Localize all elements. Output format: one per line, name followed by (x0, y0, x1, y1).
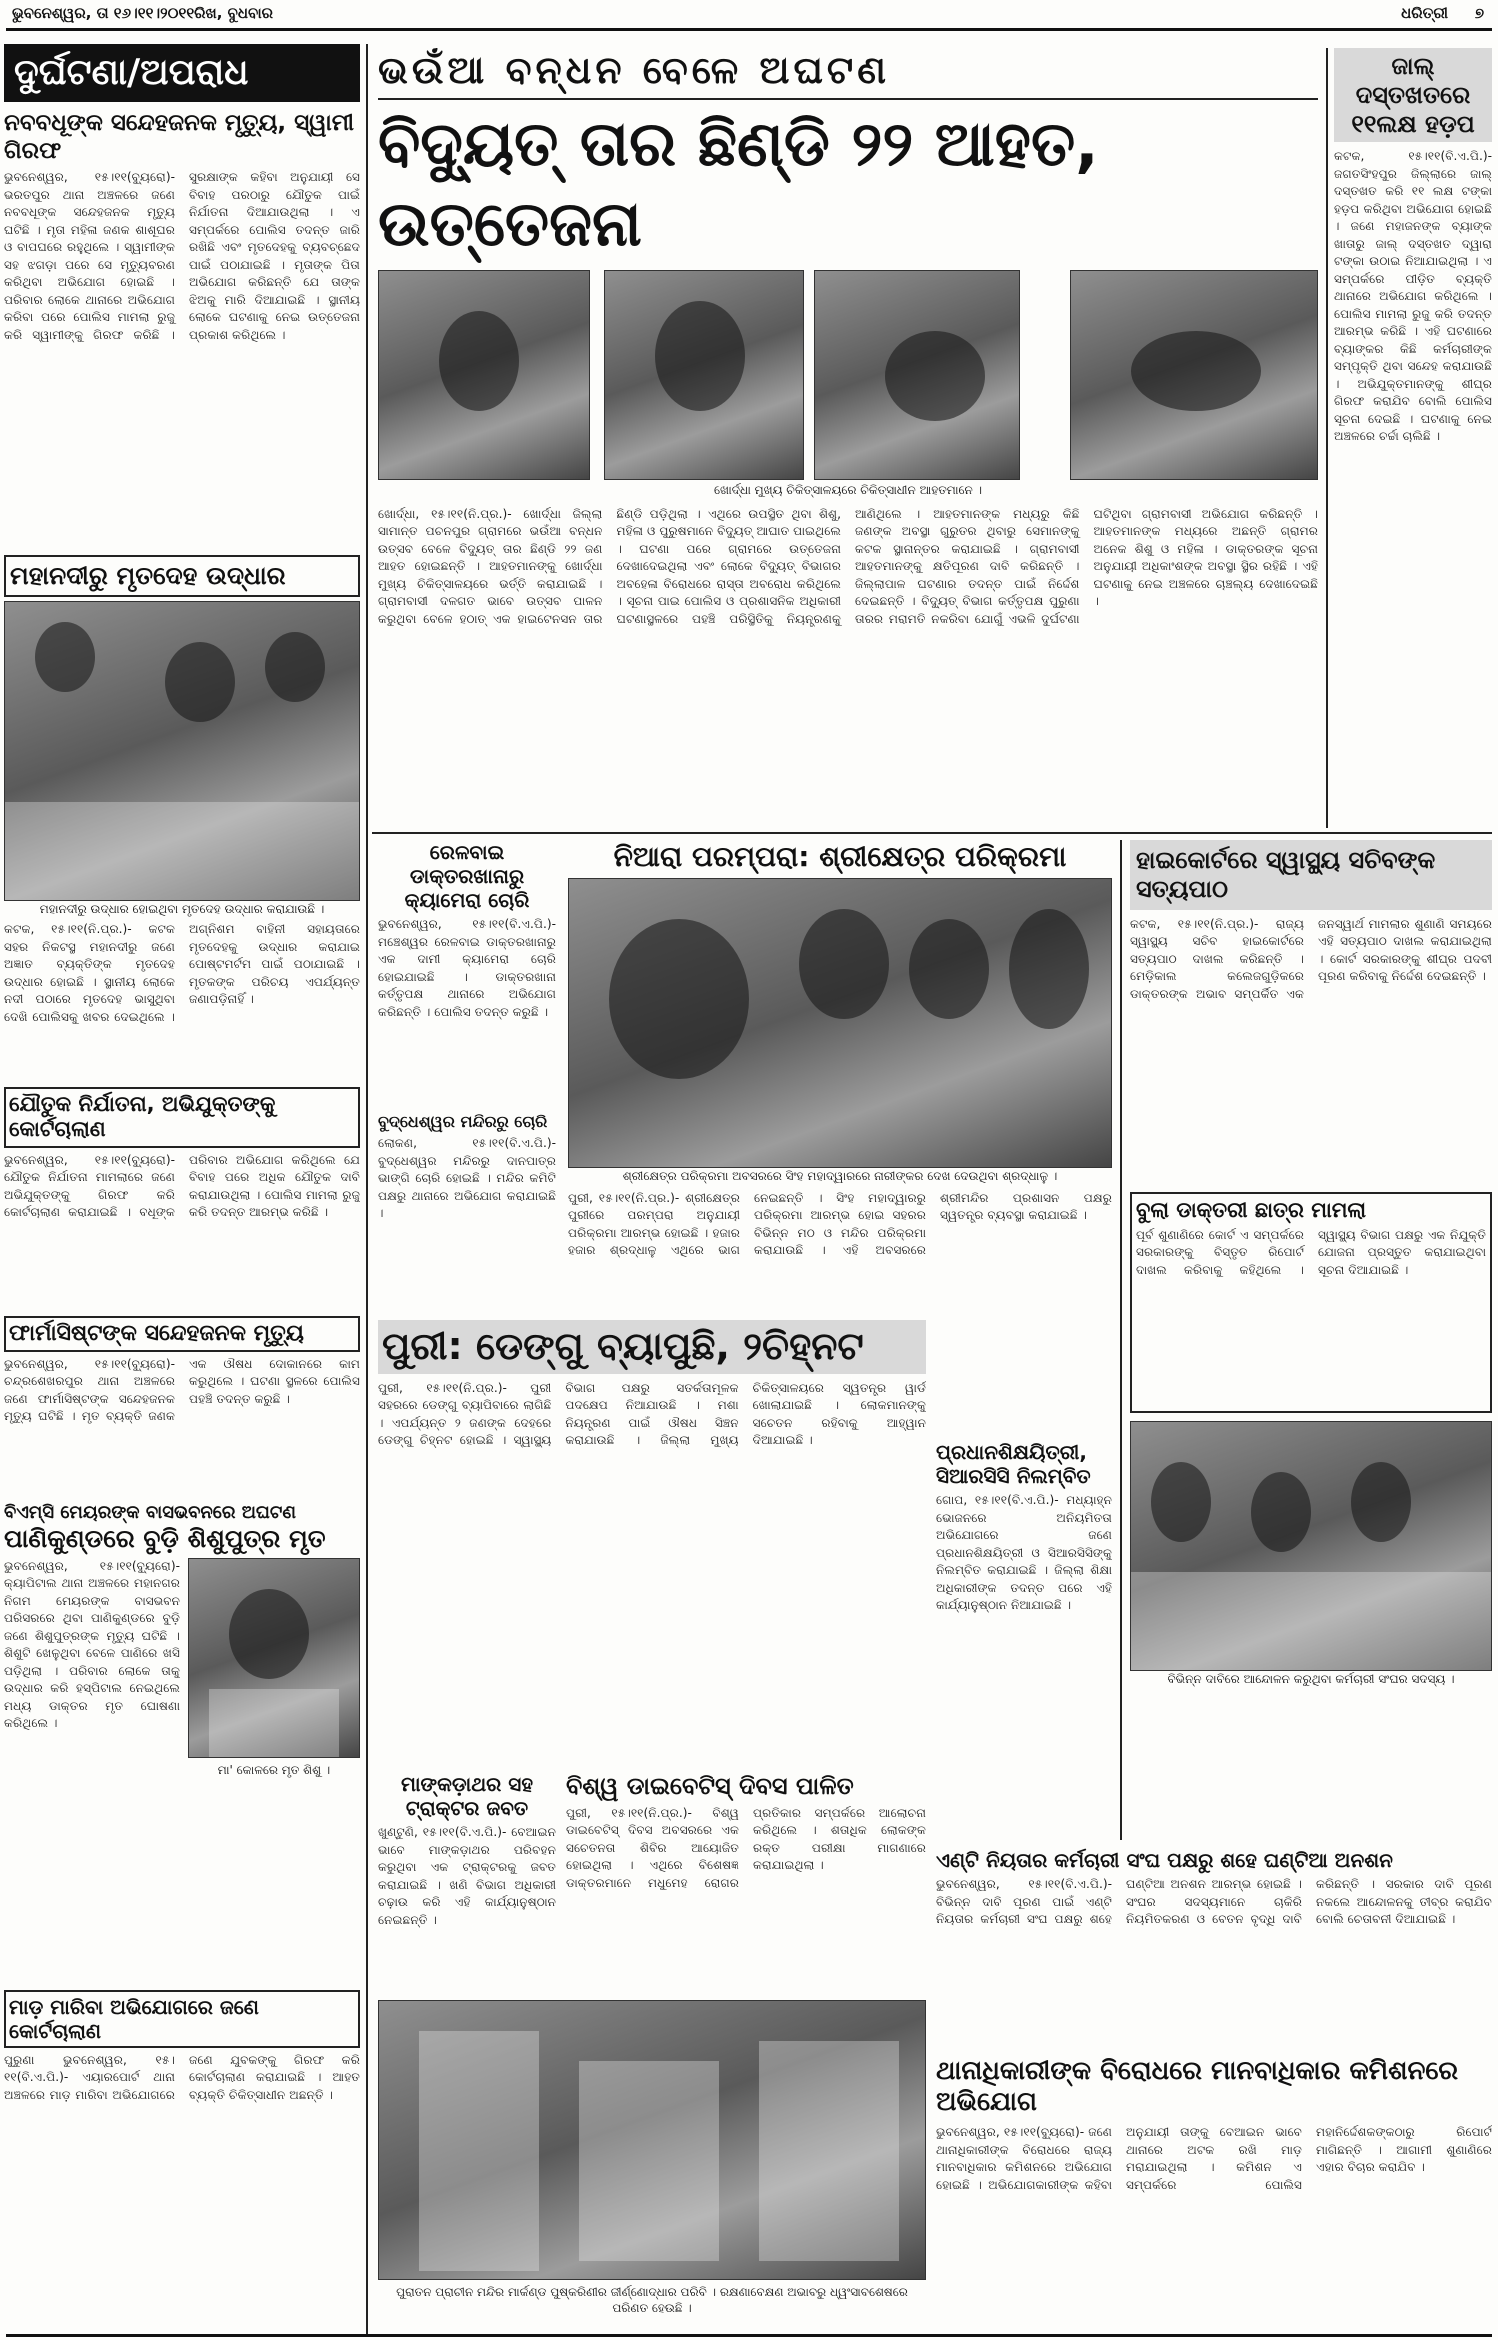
pilgrimage-headline: ନିଆରା ପରମ୍ପରା: ଶ୍ରୀକ୍ଷେତ୍ର ପରିକ୍ରମା (613, 840, 1067, 873)
left-column-rule (366, 44, 368, 2334)
lead-headline: ବିଦ୍ୟୁତ୍ ତାର ଛିଣ୍ଡି ୨୨ ଆହତ, ଉତ୍ତେଜନା (378, 106, 1099, 260)
protest-caption: ବିଭିନ୍ନ ଦାବିରେ ଆନ୍ଦୋଳନ କରୁଥିବା କର୍ମଚାରୀ ସଂଘର ସଦସ୍ୟ । (1167, 1671, 1455, 1686)
story5-body: ଭୁବନେଶ୍ୱର, ୧୫।୧୧(ବ୍ୟୁରୋ)- କ୍ୟାପିଟାଲ ଥାନା ଅଞ୍ଚଳରେ ମହାନଗର ନିଗମ ମେୟରଙ୍କ ବାସଭବନ ପରିସରରେ ଥିବା ପାଣିକୁଣ୍ଡରେ ବୁଡ଼ି ଜଣେ ଶିଶୁପୁତ୍ରଙ୍କ ମୃତ୍ୟୁ ଘଟିଛି । ଶିଶୁଟି ଖେଳୁଥିବା ବେଳେ ପାଣିରେ ଖସି ପଡ଼ିଥିଲା । ପରିବାର ଲୋକେ ତାକୁ ଉଦ୍ଧାର କରି ହସ୍ପିଟାଲ ନେଇଥିଲେ ମଧ୍ୟ ଡାକ୍ତର ମୃତ ଘୋଷଣା କରିଥିଲେ । (4, 1558, 180, 1731)
headmistress-body: ଗୋପ, ୧୫।୧୧(ବି.ଏ.ପି.)- ମଧ୍ୟାହ୍ନ ଭୋଜନରେ ଅନିୟମିତତା ଅଭିଯୋଗରେ ଜଣେ ପ୍ରଧାନଶିକ୍ଷୟିତ୍ରୀ ଓ ସିଆରସିସିଙ୍କୁ ନିଲମ୍ବିତ କରାଯାଇଛି । ଜିଲ୍ଲା ଶିକ୍ଷା ଅଧିକାରୀଙ୍କ ତଦନ୍ତ ପରେ ଏହି କାର୍ଯ୍ୟାନୁଷ୍ଠାନ ନିଆଯାଇଛି । (936, 1493, 1112, 1612)
dateline: ଭୁବନେଶ୍ୱର, ତା ୧୬।୧୧।୨୦୧୧ରିଖ, ବୁଧବାର (12, 4, 274, 22)
tractor-headline: ମାଙ୍କଡ଼ାଥର ସହ ଟ୍ରାକ୍ଟର ଜବତ (400, 1772, 534, 1820)
lead-bottom-rule (372, 832, 1492, 834)
story3-headline: ଯୌତୁକ ନିର୍ଯାତନା, ଅଭିଯୁକ୍ତଙ୍କୁ କୋର୍ଟଚାଲାଣ (9, 1092, 276, 1142)
railway-headline: ରେଳବାଇ ଡାକ୍ତରଖାନାରୁ କ୍ୟାମେରା ଚୋରି (404, 840, 530, 912)
protest-photo (1130, 1421, 1492, 1671)
hunger-strike-body: ଭୁବନେଶ୍ୱର, ୧୫।୧୧(ବି.ଏ.ପି.)- ବିଭିନ୍ନ ଦାବି ପୂରଣ ପାଇଁ ଏଣ୍ଟି ନିୟତାର କର୍ମଚାରୀ ସଂଘ ପକ୍ଷରୁ ଶହେ ଘଣ୍ଟିଆ ଅନଶନ ଆରମ୍ଭ ହୋଇଛି । ସଂଘର ସଦସ୍ୟମାନେ ଚାକିରି ନିୟମିତକରଣ ଓ ବେତନ ବୃଦ୍ଧି ଦାବି କରିଛନ୍ତି । ସରକାର ଦାବି ପୂରଣ ନକଲେ ଆନ୍ଦୋଳନକୁ ତୀବ୍ର କରାଯିବ ବୋଲି ଚେତାବନୀ ଦିଆଯାଇଛି । (936, 1877, 1492, 1926)
lead-body: ଖୋର୍ଦ୍ଧା, ୧୫।୧୧(ନି.ପ୍ର.)- ଖୋର୍ଦ୍ଧା ଜିଲ୍ଲା ସାମାନ୍ତ ପଚନପୁର ଗ୍ରାମରେ ଭଉଁଆ ବନ୍ଧନ ଉତ୍ସବ ବେଳେ ବିଦ୍ୟୁତ୍ ତାର ଛିଣ୍ଡି ୨୨ ଜଣ ଆହତ ହୋଇଛନ୍ତି । ଆହତମାନଙ୍କୁ ଖୋର୍ଦ୍ଧା ମୁଖ୍ୟ ଚିକିତ୍ସାଳୟରେ ଭର୍ତ୍ତି କରାଯାଇଛି । ଗ୍ରାମବାସୀ ଦଳଗତ ଭାବେ ଉତ୍ସବ ପାଳନ କରୁଥିବା ବେଳେ ହଠାତ୍ ଏକ ହାଇଟେନସନ ତାର ଛିଣ୍ଡି ପଡ଼ିଥିଲା । ଏଥିରେ ଉପସ୍ଥିତ ଥିବା ଶିଶୁ, ମହିଳା ଓ ପୁରୁଷମାନେ ବିଦ୍ୟୁତ୍ ଆଘାତ ପାଇଥିଲେ । ଘଟଣା ପରେ ଗ୍ରାମରେ ଉତ୍ତେଜନା ଦେଖାଦେଇଥିଲା ଏବଂ ଲୋକେ ବିଦ୍ୟୁତ୍ ବିଭାଗର ଅବହେଳା ବିରୋଧରେ ରାସ୍ତା ଅବରୋଧ କରିଥିଲେ । ସୂଚନା ପାଇ ପୋଲିସ ଓ ପ୍ରଶାସନିକ ଅଧିକାରୀ ଘଟଣାସ୍ଥଳରେ ପହଞ୍ଚି ପରିସ୍ଥିତିକୁ ନିୟନ୍ତ୍ରଣକୁ ଆଣିଥିଲେ । ଆହତମାନଙ୍କ ମଧ୍ୟରୁ କିଛି ଜଣଙ୍କ ଅବସ୍ଥା ଗୁରୁତର ଥିବାରୁ ସେମାନଙ୍କୁ କଟକ ସ୍ଥାନାନ୍ତର କରାଯାଇଛି । ଗ୍ରାମବାସୀ ଆହତମାନଙ୍କୁ କ୍ଷତିପୂରଣ ଦାବି କରିଛନ୍ତି । ଜିଲ୍ଲାପାଳ ଘଟଣାର ତଦନ୍ତ ପାଇଁ ନିର୍ଦ୍ଦେଶ ଦେଇଛନ୍ତି । ବିଦ୍ୟୁତ୍ ବିଭାଗ କର୍ତ୍ତୃପକ୍ଷ ପୁରୁଣା ତାରର ମରାମତି ନକରିବା ଯୋଗୁଁ ଏଭଳି ଦୁର୍ଘଟଣା ଘଟିଥିବା ଗ୍ରାମବାସୀ ଅଭିଯୋଗ କରିଛନ୍ତି । ଆହତମାନଙ୍କ ମଧ୍ୟରେ ଅଛନ୍ତି ଗ୍ରାମର ଅନେକ ଶିଶୁ ଓ ମହିଳା । ଡାକ୍ତରଙ୍କ ସୂଚନା ଅନୁଯାୟୀ ଅଧିକାଂଶଙ୍କ ଅବସ୍ଥା ସ୍ଥିର ରହିଛି । ଏହି ଘଟଣାକୁ ନେଇ ଅଞ୍ଚଳରେ ଚାଞ୍ଚଲ୍ୟ ଦେଖାଦେଇଛି । (378, 506, 1318, 626)
masthead-rule (6, 28, 1492, 31)
tractor-body: ଖୁଣ୍ଟୁଣି, ୧୫।୧୧(ବି.ଏ.ପି.)- ବେଆଇନ ଭାବେ ମାଙ୍କଡ଼ାଥର ପରିବହନ କରୁଥିବା ଏକ ଟ୍ରାକ୍ଟରକୁ ଜବତ କରାଯାଇଛି । ଖଣି ବିଭାଗ ଅଧିକାରୀ ଚଢ଼ାଉ କରି ଏହି କାର୍ଯ୍ୟାନୁଷ୍ଠାନ ନେଇଛନ୍ତି । (378, 1825, 556, 1927)
high-court-rule (1120, 840, 1122, 1840)
lead-kicker: ଭଉଁଆ ବନ୍ଧନ ବେଳେ ଅଘଟଣ (378, 48, 1318, 100)
diabetes-body: ପୁରୀ, ୧୫।୧୧(ନି.ପ୍ର.)- ବିଶ୍ୱ ଡାଇବେଟିସ୍ ଦିବସ ଅବସରରେ ଏକ ସଚେତନତା ଶିବିର ଆୟୋଜିତ ହୋଇଥିଲା । ଏଥିରେ ବିଶେଷଜ୍ଞ ଡାକ୍ତରମାନେ ମଧୁମେହ ରୋଗର ପ୍ରତିକାର ସମ୍ପର୍କରେ ଆଲୋଚନା କରିଥିଲେ । ଶତାଧିକ ଲୋକଙ୍କ ରକ୍ତ ପରୀକ୍ଷା ମାଗଣାରେ କରାଯାଇଥିଲା । (566, 1805, 926, 1890)
headmistress-headline: ପ୍ରଧାନଶିକ୍ଷୟିତ୍ରୀ, ସିଆରସିସି ନିଲମ୍ବିତ (936, 1440, 1091, 1488)
high-court-box (1130, 1192, 1492, 1413)
high-court-headline-box (1130, 840, 1492, 910)
dengue-headline: ପୁରୀ: ଡେଙ୍ଗୁ ବ୍ୟାପୁଛି, ୨ଚିହ୍ନଟ (382, 1324, 864, 1368)
diabetes-headline: ବିଶ୍ୱ ଡାଇବେଟିସ୍ ଦିବସ ପାଳିତ (566, 1772, 854, 1800)
child-photo (188, 1558, 360, 1758)
pilgrimage-photo (568, 878, 1112, 1168)
bottom-rule (6, 2334, 1492, 2337)
lead-photo-2 (604, 270, 804, 480)
lead-photo-4 (1070, 270, 1318, 480)
dengue-body: ପୁରୀ, ୧୫।୧୧(ନି.ପ୍ର.)- ପୁରୀ ସହରରେ ଡେଙ୍ଗୁ ବ୍ୟାପିବାରେ ଲାଗିଛି । ଏପର୍ଯ୍ୟନ୍ତ ୨ ଜଣଙ୍କ ଦେହରେ ଡେଙ୍ଗୁ ଚିହ୍ନଟ ହୋଇଛି । ସ୍ୱାସ୍ଥ୍ୟ ବିଭାଗ ପକ୍ଷରୁ ସତର୍କତାମୂଳକ ପଦକ୍ଷେପ ନିଆଯାଉଛି । ମଶା ନିୟନ୍ତ୍ରଣ ପାଇଁ ଔଷଧ ସିଞ୍ଚନ କରାଯାଉଛି । ଜିଲ୍ଲା ମୁଖ୍ୟ ଚିକିତ୍ସାଳୟରେ ସ୍ୱତନ୍ତ୍ର ୱାର୍ଡ ଖୋଲାଯାଇଛି । ଲୋକମାନଙ୍କୁ ସଚେତନ ରହିବାକୁ ଆହ୍ୱାନ ଦିଆଯାଇଛି । (378, 1380, 926, 1448)
story5-body-cont (4, 1788, 360, 1988)
story5-caption: ମା' କୋଳରେ ମୃତ ଶିଶୁ । (217, 1762, 331, 1777)
temple-caption: ପୁରାତନ ପ୍ରାଚୀନ ମନ୍ଦିର ମାର୍କଣ୍ଡ ପୁଷ୍କରିଣୀର ଜୀର୍ଣ୍ଣୋଦ୍ଧାର ପରିବି । ରକ୍ଷଣାବେକ୍ଷଣ ଅଭାବରୁ ଧ୍ୱଂସାବଶେଷରେ ପରିଣତ ହେଉଛି । (396, 2285, 908, 2315)
story4-box (4, 1316, 360, 1352)
section-title: ଦୁର୍ଘଟଣା/ଅପରାଧ (4, 44, 360, 102)
story2-caption: ମହାନଦୀରୁ ଉଦ୍ଧାର ହୋଇଥିବା ମୃତଦେହ ଉଦ୍ଧାର କରାଯାଉଛି । (39, 902, 325, 917)
story2-body: କଟକ, ୧୫।୧୧(ନି.ପ୍ର.)- କଟକ ସହର ନିକଟସ୍ଥ ମହାନଦୀରୁ ଜଣେ ଅଜ୍ଞାତ ବ୍ୟକ୍ତିଙ୍କ ମୃତଦେହ ଉଦ୍ଧାର ହୋଇଛି । ସ୍ଥାନୀୟ ଲୋକେ ନଦୀ ପଠାରେ ମୃତଦେହ ଭାସୁଥିବା ଦେଖି ପୋଲିସକୁ ଖବର ଦେଇଥିଲେ । ଅଗ୍ନିଶମ ବାହିନୀ ସହାୟତାରେ ମୃତଦେହକୁ ଉଦ୍ଧାର କରାଯାଇ ପୋଷ୍ଟମର୍ଟମ ପାଇଁ ପଠାଯାଇଛି । ମୃତକଙ୍କ ପରିଚୟ ଏପର୍ଯ୍ୟନ୍ତ ଜଣାପଡ଼ିନାହିଁ । (4, 922, 360, 1024)
hunger-strike-story (936, 1848, 1492, 2048)
temple-theft-body: ଲୋକଣ, ୧୫।୧୧(ବି.ଏ.ପି.)- ବୁଦ୍ଧେଶ୍ୱର ମନ୍ଦିରରୁ ଦାନପାତ୍ର ଭାଙ୍ଗି ଚୋରି ହୋଇଛି । ମନ୍ଦିର କମିଟି ପକ୍ଷରୁ ଥାନାରେ ଅଭିଯୋଗ କରାଯାଇଛି । (378, 1136, 556, 1221)
hunger-strike-headline: ଏଣ୍ଟି ନିୟତାର କର୍ମଚାରୀ ସଂଘ ପକ୍ଷରୁ ଶହେ ଘଣ୍ଟିଆ ଅନଶନ (936, 1848, 1393, 1872)
headmistress-story (936, 1440, 1112, 1880)
story6-box (4, 1990, 360, 2048)
story1-headline: ନବବଧୂଙ୍କ ସନ୍ଦେହଜନକ ମୃତ୍ୟୁ, ସ୍ୱାମୀ ଗିରଫ (4, 110, 354, 164)
human-rights-story (936, 2056, 1492, 2334)
high-court-box-body: ପୂର୍ବ ଶୁଣାଣିରେ କୋର୍ଟ ଏ ସମ୍ପର୍କରେ ସରକାରଙ୍କୁ ବିସ୍ତୃତ ରିପୋର୍ଟ ଦାଖଲ କରିବାକୁ କହିଥିଲେ । ସ୍ୱାସ୍ଥ୍ୟ ବିଭାଗ ପକ୍ଷରୁ ଏକ ନିଯୁକ୍ତି ଯୋଜନା ପ୍ରସ୍ତୁତ କରାଯାଇଥିବା ସୂଚନା ଦିଆଯାଇଛି । (1136, 1227, 1486, 1277)
pilgrimage-caption: ଶ୍ରୀକ୍ଷେତ୍ର ପରିକ୍ରମା ଅବସରରେ ସିଂହ ମହାଦ୍ୱାରରେ ନାରୀଙ୍କର ଦେଖ ଦେଉଥିବା ଶ୍ରଦ୍ଧାଳୁ । (622, 1168, 1058, 1183)
top-right-body: କଟକ, ୧୫।୧୧(ବି.ଏ.ପି.)- ଜଗତସିଂହପୁର ଜିଲ୍ଲାରେ ଜାଲ୍ ଦସ୍ତଖତ କରି ୧୧ ଲକ୍ଷ ଟଙ୍କା ହଡ଼ପ କରିଥିବା ଅଭିଯୋଗ ହୋଇଛି । ଜଣେ ମହାଜନଙ୍କ ବ୍ୟାଙ୍କ ଖାତାରୁ ଜାଲ୍ ଦସ୍ତଖତ ଦ୍ୱାରା ଟଙ୍କା ଉଠାଇ ନିଆଯାଇଥିଲା । ଏ ସମ୍ପର୍କରେ ପୀଡ଼ିତ ବ୍ୟକ୍ତି ଥାନାରେ ଅଭିଯୋଗ କରିଥିଲେ । ପୋଲିସ ମାମଲା ରୁଜୁ କରି ତଦନ୍ତ ଆରମ୍ଭ କରିଛି । ଏହି ଘଟଣାରେ ବ୍ୟାଙ୍କର କିଛି କର୍ମଚାରୀଙ୍କ ସମ୍ପୃକ୍ତି ଥିବା ସନ୍ଦେହ କରାଯାଉଛି । ଅଭିଯୁକ୍ତମାନଙ୍କୁ ଶୀଘ୍ର ଗିରଫ କରାଯିବ ବୋଲି ପୋଲିସ ସୂଚନା ଦେଇଛି । ଘଟଣାକୁ ନେଇ ଅଞ୍ଚଳରେ ଚର୍ଚ୍ଚା ଚାଲିଛି । (1334, 149, 1492, 444)
story6-body: ପୁରୁଣା ଭୁବନେଶ୍ୱର, ୧୫।୧୧(ବି.ଏ.ପି.)- ଏୟାରପୋର୍ଟ ଥାନା ଅଞ୍ଚଳରେ ମାଡ଼ ମାରିବା ଅଭିଯୋଗରେ ଜଣେ ଯୁବକଙ୍କୁ ଗିରଫ କରି କୋର୍ଟଚାଲାଣ କରାଯାଇଛି । ଆହତ ବ୍ୟକ୍ତି ଚିକିତ୍ସାଧୀନ ଅଛନ୍ତି । (4, 2052, 360, 2102)
high-court-box-title: ବୁଲା ଡାକ୍ତରୀ ଛାତ୍ର ମାମଲା (1136, 1197, 1367, 1222)
page-number: ୭ (1474, 4, 1484, 22)
story4-body: ଭୁବନେଶ୍ୱର, ୧୫।୧୧(ବ୍ୟୁରୋ)- ଚନ୍ଦ୍ରଶେଖରପୁର ଥାନା ଅଞ୍ଚଳରେ ଜଣେ ଫାର୍ମାସିଷ୍ଟଙ୍କ ସନ୍ଦେହଜନକ ମୃତ୍ୟୁ ଘଟିଛି । ମୃତ ବ୍ୟକ୍ତି ଜଣକ ଏକ ଔଷଧ ଦୋକାନରେ କାମ କରୁଥିଲେ । ଘଟଣା ସ୍ଥଳରେ ପୋଲିସ ପହଞ୍ଚି ତଦନ୍ତ କରୁଛି । (4, 1356, 360, 1424)
temple-theft-headline: ବୁଦ୍ଧେଶ୍ୱର ମନ୍ଦିରରୁ ଚୋରି (378, 1112, 548, 1131)
story5-headline: ପାଣିକୁଣ୍ଡରେ ବୁଡ଼ି ଶିଶୁପୁତ୍ର ମୃତ (4, 1523, 326, 1553)
temple-photo-block (378, 2000, 926, 2330)
railway-body: ଭୁବନେଶ୍ୱର, ୧୫।୧୧(ବି.ଏ.ପି.)- ମଞ୍ଚେଶ୍ୱର ରେଳବାଇ ଡାକ୍ତରଖାନାରୁ ଏକ ଦାମୀ କ୍ୟାମେରା ଚୋରି ହୋଇଯାଇଛି । ଡାକ୍ତରଖାନା କର୍ତ୍ତୃପକ୍ଷ ଥାନାରେ ଅଭିଯୋଗ କରିଛନ୍ତି । ପୋଲିସ ତଦନ୍ତ କରୁଛି । (378, 917, 556, 1019)
top-right-rule (1326, 48, 1328, 828)
lead-caption: ଖୋର୍ଦ୍ଧା ମୁଖ୍ୟ ଚିକିତ୍ସାଳୟରେ ଚିକିତ୍ସାଧୀନ ଆହତମାନେ । (713, 482, 983, 497)
dengue-headline-box (378, 1320, 926, 1374)
lead-story (378, 48, 1318, 828)
high-court-headline: ହାଇକୋର୍ଟରେ ସ୍ୱାସ୍ଥ୍ୟ ସଚିବଙ୍କ ସତ୍ୟପାଠ (1136, 846, 1436, 903)
high-court-story (1130, 840, 1492, 1840)
pilgrimage-body: ପୁରୀ, ୧୫।୧୧(ନି.ପ୍ର.)- ଶ୍ରୀକ୍ଷେତ୍ର ପୁରୀରେ ପରମ୍ପରା ଅନୁଯାୟୀ ପରିକ୍ରମା ଆରମ୍ଭ ହୋଇଛି । ହଜାର ହଜାର ଶ୍ରଦ୍ଧାଳୁ ଏଥିରେ ଭାଗ ନେଇଛନ୍ତି । ସିଂହ ମହାଦ୍ୱାରରୁ ପରିକ୍ରମା ଆରମ୍ଭ ହୋଇ ସହରର ବିଭିନ୍ନ ମଠ ଓ ମନ୍ଦିର ପରିକ୍ରମା କରାଯାଉଛି । ଏହି ଅବସରରେ ଶ୍ରୀମନ୍ଦିର ପ୍ରଶାସନ ପକ୍ଷରୁ ସ୍ୱତନ୍ତ୍ର ବ୍ୟବସ୍ଥା କରାଯାଇଛି । (568, 1190, 1112, 1258)
story3-body: ଭୁବନେଶ୍ୱର, ୧୫।୧୧(ବ୍ୟୁରୋ)- ଯୌତୁକ ନିର୍ଯାତନା ମାମଲାରେ ଜଣେ ଅଭିଯୁକ୍ତଙ୍କୁ ଗିରଫ କରି କୋର୍ଟଚାଲାଣ କରାଯାଇଛି । ବଧୂଙ୍କ ପରିବାର ଅଭିଯୋଗ କରିଥିଲେ ଯେ ବିବାହ ପରେ ଅଧିକ ଯୌତୁକ ଦାବି କରାଯାଉଥିଲା । ପୋଲିସ ମାମଲା ରୁଜୁ କରି ତଦନ୍ତ ଆରମ୍ଭ କରିଛି । (4, 1152, 360, 1220)
high-court-body: କଟକ, ୧୫।୧୧(ନି.ପ୍ର.)- ରାଜ୍ୟ ସ୍ୱାସ୍ଥ୍ୟ ସଚିବ ହାଇକୋର୍ଟରେ ସତ୍ୟପାଠ ଦାଖଲ କରିଛନ୍ତି । ମେଡ଼ିକାଲ କଲେଜଗୁଡ଼ିକରେ ଡାକ୍ତରଙ୍କ ଅଭାବ ସମ୍ପର୍କିତ ଏକ ଜନସ୍ୱାର୍ଥ ମାମଲାର ଶୁଣାଣି ସମୟରେ ଏହି ସତ୍ୟପାଠ ଦାଖଲ କରାଯାଇଥିଲା । କୋର୍ଟ ସରକାରଙ୍କୁ ଶୀଘ୍ର ପଦବୀ ପୂରଣ କରିବାକୁ ନିର୍ଦ୍ଦେଶ ଦେଇଛନ୍ତି । (1130, 916, 1492, 1001)
top-right-headline: ଜାଲ୍ ଦସ୍ତଖତରେ ୧୧ଲକ୍ଷ ହଡ଼ପ (1351, 52, 1475, 138)
story1-body: ଭୁବନେଶ୍ୱର, ୧୫।୧୧(ବ୍ୟୁରୋ)- ଭରତପୁର ଥାନା ଅଞ୍ଚଳରେ ଜଣେ ନବବଧୂଙ୍କ ସନ୍ଦେହଜନକ ମୃତ୍ୟୁ ଘଟିଛି । ମୃତା ମହିଳା ଜଣକ ଶାଶୂଘର ଓ ବାପଘରେ ରହୁଥିଲେ । ସ୍ୱାମୀଙ୍କ ସହ ଝଗଡ଼ା ପରେ ସେ ମୃତ୍ୟୁବରଣ କରିଥିବା ଅଭିଯୋଗ ହୋଇଛି । ପରିବାର ଲୋକେ ଥାନାରେ ଅଭିଯୋଗ କରିବା ପରେ ପୋଲିସ ମାମଲା ରୁଜୁ କରି ସ୍ୱାମୀଙ୍କୁ ଗିରଫ କରିଛି । ସୁରକ୍ଷାଙ୍କ କହିବା ଅନୁଯାୟୀ ସେ ବିବାହ ପରଠାରୁ ଯୌତୁକ ପାଇଁ ନିର୍ଯାତନା ଦିଆଯାଉଥିଲା । ଏ ସମ୍ପର୍କରେ ପୋଲିସ ତଦନ୍ତ ଜାରି ରଖିଛି ଏବଂ ମୃତଦେହକୁ ବ୍ୟବଚ୍ଛେଦ ପାଇଁ ପଠାଯାଇଛି । ମୃତାଙ୍କ ପିତା ଅଭିଯୋଗ କରିଛନ୍ତି ଯେ ତାଙ୍କ ଝିଅକୁ ମାରି ଦିଆଯାଇଛି । ସ୍ଥାନୀୟ ଲୋକେ ଘଟଣାକୁ ନେଇ ଉତ୍ତେଜନା ପ୍ରକାଶ କରିଥିଲେ । (4, 170, 360, 342)
story2-box (4, 555, 360, 597)
diabetes-story (566, 1772, 926, 1992)
human-rights-body: ଭୁବନେଶ୍ୱର, ୧୫।୧୧(ବ୍ୟୁରୋ)- ଜଣେ ଥାନାଧିକାରୀଙ୍କ ବିରୋଧରେ ରାଜ୍ୟ ମାନବାଧିକାର କମିଶନରେ ଅଭିଯୋଗ ହୋଇଛି । ଅଭିଯୋଗକାରୀଙ୍କ କହିବା ଅନୁଯାୟୀ ତାଙ୍କୁ ବେଆଇନ ଭାବେ ଥାନାରେ ଅଟକ ରଖି ମାଡ଼ ମରାଯାଇଥିଲା । କମିଶନ ଏ ସମ୍ପର୍କରେ ପୋଲିସ ମହାନିର୍ଦ୍ଦେଶକଙ୍କଠାରୁ ରିପୋର୍ଟ ମାଗିଛନ୍ତି । ଆଗାମୀ ଶୁଣାଣିରେ ଏହାର ବିଚାର କରାଯିବ । (936, 2125, 1492, 2192)
top-right-story (1334, 48, 1492, 828)
river-photo (4, 601, 360, 901)
story6-headline: ମାଡ଼ ମାରିବା ଅଭିଯୋଗରେ ଜଣେ କୋର୍ଟଚାଲାଣ (9, 1994, 259, 2043)
story4-headline: ଫାର୍ମାସିଷ୍ଟଙ୍କ ସନ୍ଦେହଜନକ ମୃତ୍ୟୁ (9, 1320, 304, 1346)
paper-name-text: ଧରିତ୍ରୀ (1401, 4, 1448, 22)
top-right-headline-box (1334, 48, 1492, 142)
story5-kicker: ବିଏମ୍‌ସି ମେୟରଙ୍କ ବାସଭବନରେ ଅଘଟଣ (4, 1501, 296, 1523)
lead-photo-3 (814, 270, 1020, 480)
story3-box (4, 1087, 360, 1147)
story2-headline: ମହାନଦୀରୁ ମୃତଦେହ ଉଦ୍ଧାର (10, 561, 286, 591)
dengue-story (378, 1320, 926, 1760)
temple-photo (378, 2000, 926, 2280)
human-rights-headline: ଥାନାଧିକାରୀଙ୍କ ବିରୋଧରେ ମାନବାଧିକାର କମିଶନରେ ଅଭିଯୋଗ (936, 2056, 1459, 2118)
mid-left-story (378, 840, 556, 1310)
left-column (4, 44, 360, 2334)
paper-name (1401, 4, 1448, 22)
lead-photo-1 (378, 270, 590, 480)
